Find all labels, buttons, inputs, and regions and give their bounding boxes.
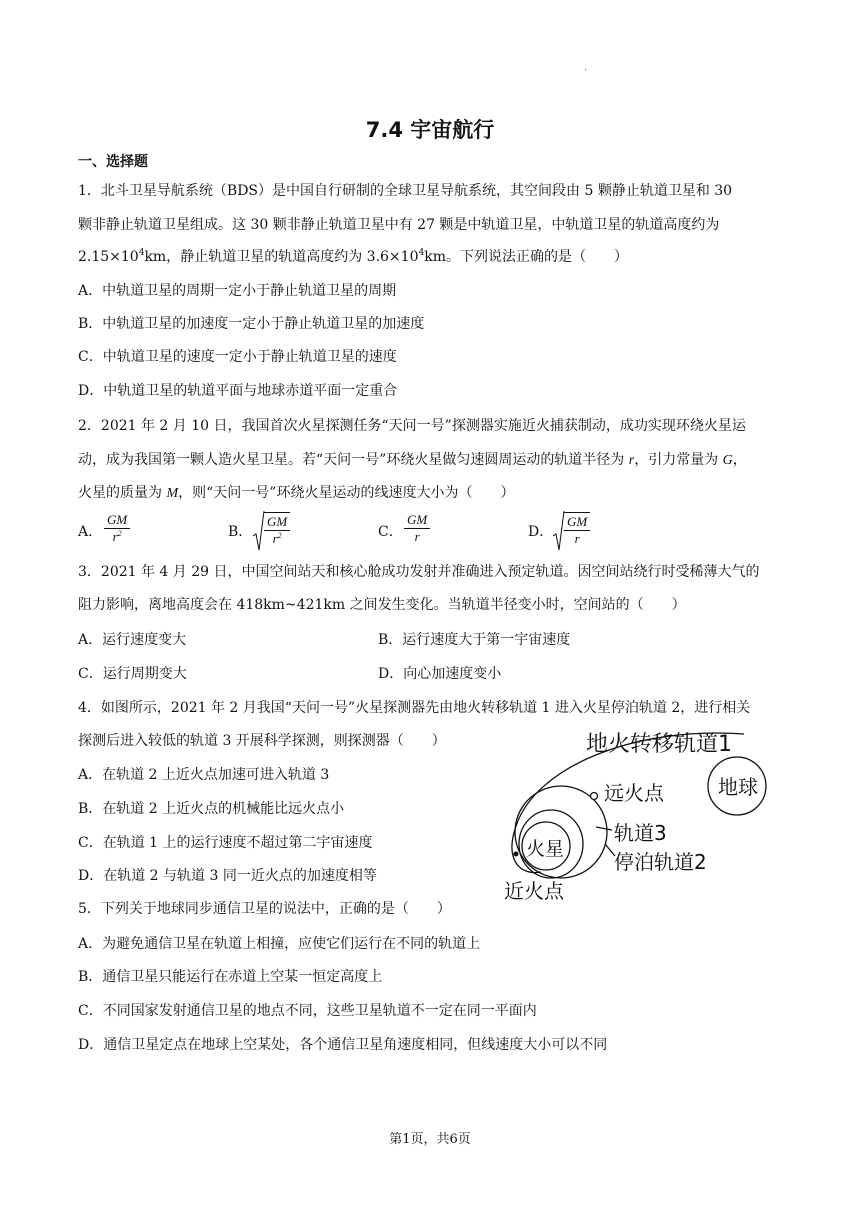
q5-option-a: A．为避免通信卫星在轨道上相撞，应使它们运行在不同的轨道上 (78, 936, 481, 952)
q2-option-d-formula: $\frac{GM}{r}$ (553, 512, 590, 547)
section-heading: 一、选择题 (78, 154, 148, 170)
transfer-orbit-label: 地火转移轨道1 (586, 732, 732, 757)
q5-option-c: C．不同国家发射通信卫星的地点不同，这些卫星轨道不一定在同一平面内 (78, 1003, 537, 1019)
perihelion-point (514, 852, 519, 857)
q4-option-a: A．在轨道 2 上近火点加速可进入轨道 3 (78, 767, 330, 783)
q1-line-3: $2.15\times 10^4km$，静止轨道卫星的轨道高度约为 $3.6\times 10^4km$。下列说法正确的是（ ） (78, 248, 628, 265)
q2-option-a-formula: $\frac{GM}{r^2}$ (104, 512, 130, 545)
page-title: 7.4 宇宙航行 (365, 118, 495, 142)
aphelion-point (591, 793, 598, 800)
aphelion-label: 远火点 (604, 781, 664, 805)
q4-line-2: 探测后进入较低的轨道 3 开展科学探测，则探测器（ ） (78, 733, 446, 749)
q5-option-d: D．通信卫星定点在地球上空某处，各个通信卫星角速度相同，但线速度大小可以不同 (78, 1037, 608, 1053)
q2-line-1: 2．2021 年 2 月 10 日，我国首次火星探测任务“天问一号”探测器实施近火捕获制动，成功实现环绕火星运 (78, 418, 746, 434)
radical-sign-icon (553, 510, 565, 552)
q2-option-b-formula: $\frac{GM}{r^2}$ (253, 512, 290, 547)
q1-option-d: D．中轨道卫星的轨道平面与地球赤道平面一定重合 (78, 383, 398, 399)
q2-option-c-label: C． (378, 524, 403, 540)
parking-orbit-label: 停泊轨道2 (614, 850, 707, 874)
q2-option-a-label: A． (78, 524, 103, 540)
radical-sign-icon (253, 510, 265, 552)
q1-option-a: A．中轨道卫星的周期一定小于静止轨道卫星的周期 (78, 283, 397, 299)
orbit-3-label: 轨道3 (614, 821, 667, 845)
q4-line-1: 4．如图所示，2021 年 2 月我国“天问一号”火星探测器先由地火转移轨道 1 进入火星停泊轨道 2，进行相关 (78, 700, 751, 716)
q3-option-d: D．向心加速度变小 (378, 666, 502, 682)
page-dot: . (584, 62, 588, 73)
earth-label: 地球 (718, 775, 758, 799)
q1-option-b: B．中轨道卫星的加速度一定小于静止轨道卫星的加速度 (78, 316, 425, 332)
q2-line-3: 火星的质量为 M，则“天问一号”环绕火星运动的线速度大小为（ ） (78, 485, 515, 501)
q3-line-1: 3．2021 年 4 月 29 日，中国空间站天和核心舱成功发射并准确进入预定轨道。因空间站绕行时受稀薄大气的 (78, 564, 760, 580)
q5-line-1: 5．下列关于地球同步通信卫星的说法中，正确的是（ ） (78, 901, 451, 917)
q1-line-2: 颗非静止轨道卫星组成。这 30 颗非静止轨道卫星中有 27 颗是中轨道卫星，中轨道卫星的轨道高度约为 (78, 217, 720, 233)
q2-option-c-formula: $\frac{GM}{r}$ (404, 512, 430, 545)
mars-label: 火星 (526, 838, 565, 860)
q2-option-b-label: B． (228, 524, 253, 540)
page-footer: 第1页，共6页 (389, 1132, 471, 1147)
q1-line-1: 1．北斗卫星导航系统（BDS）是中国自行研制的全球卫星导航系统，其空间段由 5 颗静止轨道卫星和 30 (78, 183, 733, 199)
q2-option-d-label: D． (528, 524, 554, 540)
q3-option-a: A．运行速度变大 (78, 632, 187, 648)
q4-option-b: B．在轨道 2 上近火点的机械能比远火点小 (78, 801, 345, 817)
perihelion-label: 近火点 (504, 879, 564, 903)
q5-option-b: B．通信卫星只能运行在赤道上空某一恒定高度上 (78, 969, 383, 985)
q4-option-d: D．在轨道 2 与轨道 3 同一近火点的加速度相等 (78, 868, 377, 884)
q3-line-2: 阻力影响，离地高度会在 418km~421km 之间发生变化。当轨道半径变小时，空间站的（ ） (78, 597, 686, 613)
q3-option-b: B．运行速度大于第一宇宙速度 (378, 632, 571, 648)
orbit-diagram (496, 726, 796, 910)
q4-option-c: C．在轨道 1 上的运行速度不超过第二宇宙速度 (78, 835, 373, 851)
q1-option-c: C．中轨道卫星的速度一定小于静止轨道卫星的速度 (78, 349, 397, 365)
q2-line-2: 动，成为我国第一颗人造火星卫星。若“天问一号”环绕火星做匀速圆周运动的轨道半径为 r，引力常量为 G， (78, 452, 747, 468)
q3-option-c: C．运行周期变大 (78, 666, 187, 682)
